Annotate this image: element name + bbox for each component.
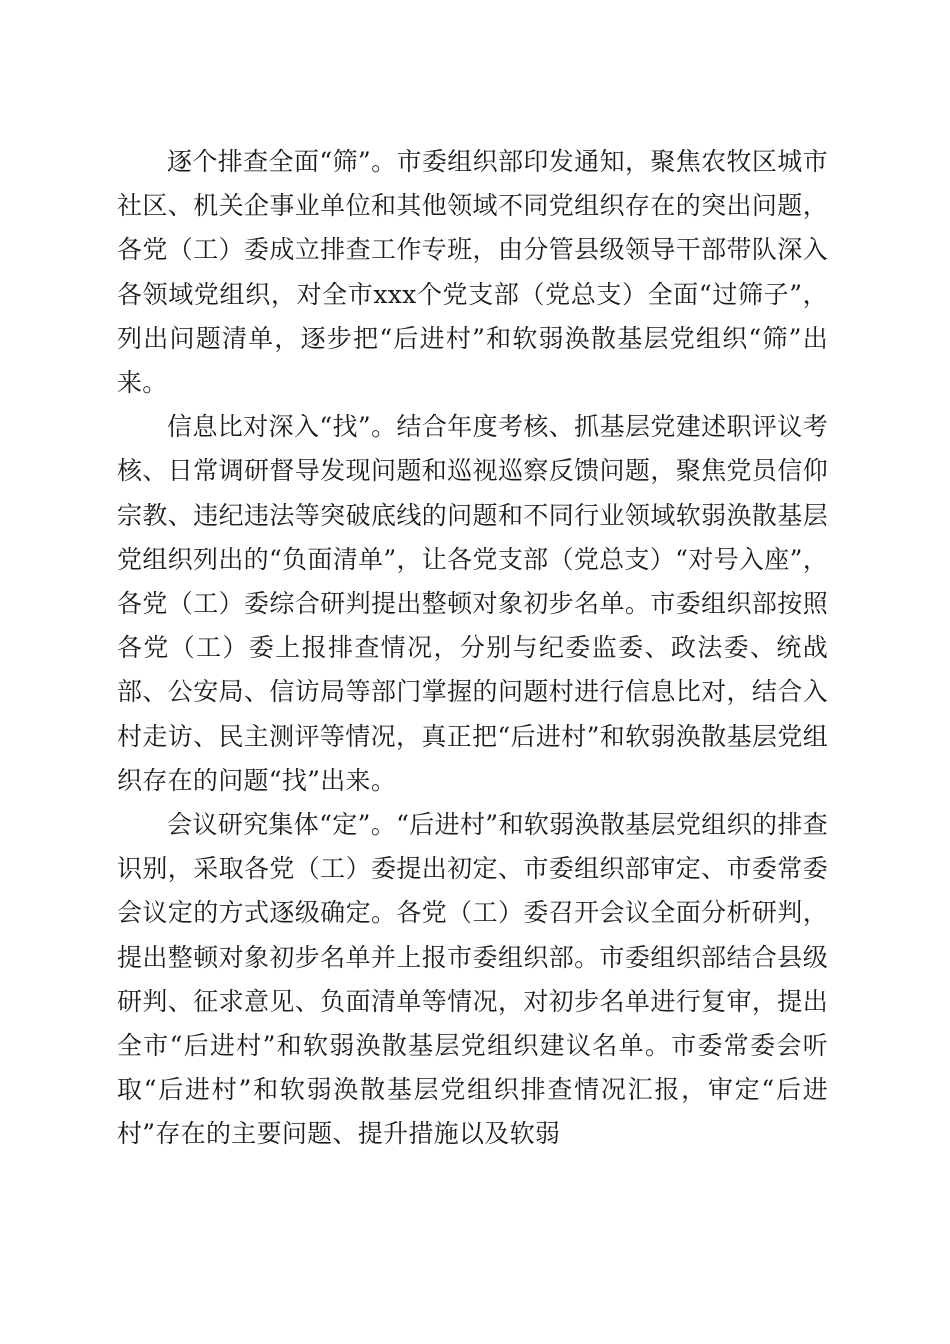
document-body [117, 140, 828, 1157]
paragraph-screening: 逐个排查全面“筛”。市委组织部印发通知，聚焦农牧区城市社区、机关企事业单位和其他领域不同党组织存在的突出问题，各党（工）委成立排查工作专班，由分管县级领导干部带队深入各领域党组织，对全市xxx个党支部（党总支）全面“过筛子”，列出问题清单，逐步把“后进村”和软弱涣散基层党组织“筛”出来。 [117, 147, 828, 398]
paragraph-finding: 信息比对深入“找”。结合年度考核、抓基层党建述职评议考核、日常调研督导发现问题和巡视巡察反馈问题，聚焦党员信仰宗教、违纪违法等突破底线的问题和不同行业领域软弱涣散基层党组织列出的“负面清单”，让各党支部（党总支）“对号入座”，各党（工）委综合研判提出整顿对象初步名单。市委组织部按照各党（工）委上报排查情况，分别与纪委监委、政法委、统战部、公安局、信访局等部门掌握的问题村进行信息比对，结合入村走访、民主测评等情况，真正把“后进村”和软弱涣散基层党组织存在的问题“找”出来。 [117, 412, 828, 795]
paragraph-determining: 会议研究集体“定”。“后进村”和软弱涣散基层党组织的排查识别，采取各党（工）委提出初定、市委组织部审定、市委常委会议定的方式逐级确定。各党（工）委召开会议全面分析研判，提出整顿对象初步名单并上报市委组织部。市委组织部结合县级研判、征求意见、负面清单等情况，对初步名单进行复审，提出全市“后进村”和软弱涣散基层党组织建议名单。市委常委会听取“后进村”和软弱涣散基层党组织排查情况汇报，审定“后进村”存在的主要问题、提升措施以及软弱 [117, 810, 828, 1149]
